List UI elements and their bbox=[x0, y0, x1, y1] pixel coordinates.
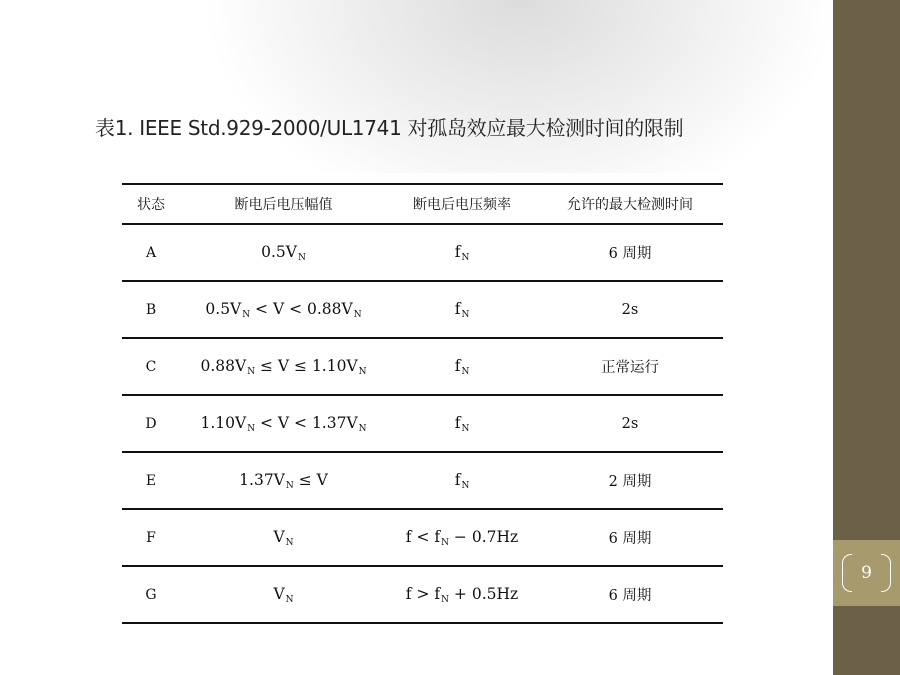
cell-voltage bbox=[180, 281, 387, 338]
table-header-row bbox=[122, 184, 723, 224]
cell-state: F bbox=[122, 509, 180, 566]
frequency-subscript: N bbox=[461, 480, 470, 491]
page-number: 9 bbox=[861, 563, 872, 583]
voltage-text: 0.5V bbox=[205, 299, 242, 318]
frequency-text: f < f bbox=[405, 527, 441, 546]
table-panel bbox=[114, 173, 733, 630]
voltage-subscript: N bbox=[247, 366, 256, 377]
voltage-text-tail: < V < 0.88V bbox=[250, 299, 353, 318]
cell-voltage bbox=[180, 395, 387, 452]
cell-max-time: 6 周期 bbox=[537, 566, 723, 623]
voltage-subscript-tail: N bbox=[358, 423, 367, 434]
cell-frequency bbox=[387, 509, 537, 566]
cell-frequency bbox=[387, 338, 537, 395]
voltage-text: V bbox=[273, 584, 285, 603]
frequency-text: f bbox=[454, 470, 461, 489]
cell-frequency bbox=[387, 566, 537, 623]
cell-max-time: 6 周期 bbox=[537, 509, 723, 566]
voltage-subscript-tail: N bbox=[358, 366, 367, 377]
cell-voltage bbox=[180, 566, 387, 623]
frequency-subscript: N bbox=[461, 423, 470, 434]
voltage-text-tail: ≤ V ≤ 1.10V bbox=[255, 356, 358, 375]
cell-frequency bbox=[387, 224, 537, 281]
cell-max-time: 2 周期 bbox=[537, 452, 723, 509]
header-max-time: 允许的最大检测时间 bbox=[537, 184, 723, 224]
bracket-frame-icon bbox=[842, 554, 891, 592]
frequency-text: f bbox=[454, 242, 461, 261]
table-row bbox=[122, 452, 723, 509]
voltage-subscript: N bbox=[285, 480, 294, 491]
cell-max-time: 2s bbox=[537, 395, 723, 452]
voltage-text: 1.10V bbox=[200, 413, 247, 432]
cell-state: B bbox=[122, 281, 180, 338]
cell-voltage bbox=[180, 509, 387, 566]
cell-max-time: 6 周期 bbox=[537, 224, 723, 281]
cell-max-time: 正常运行 bbox=[537, 338, 723, 395]
page-number-badge bbox=[833, 540, 900, 606]
cell-frequency bbox=[387, 395, 537, 452]
cell-voltage bbox=[180, 224, 387, 281]
frequency-text: f bbox=[454, 299, 461, 318]
cell-state: C bbox=[122, 338, 180, 395]
voltage-text: 0.88V bbox=[200, 356, 247, 375]
cell-max-time: 2s bbox=[537, 281, 723, 338]
frequency-text-tail: − 0.7Hz bbox=[449, 527, 519, 546]
cell-state: D bbox=[122, 395, 180, 452]
cell-state: E bbox=[122, 452, 180, 509]
header-state: 状态 bbox=[122, 184, 180, 224]
voltage-subscript: N bbox=[297, 252, 306, 263]
header-frequency: 断电后电压频率 bbox=[387, 184, 537, 224]
voltage-text-tail: ≤ V bbox=[293, 470, 328, 489]
voltage-subscript: N bbox=[285, 537, 294, 548]
frequency-subscript: N bbox=[461, 252, 470, 263]
frequency-subscript: N bbox=[461, 309, 470, 320]
voltage-text: 0.5V bbox=[261, 242, 297, 261]
table-row bbox=[122, 338, 723, 395]
voltage-text: V bbox=[273, 527, 285, 546]
frequency-subscript: N bbox=[441, 594, 449, 605]
table-row bbox=[122, 395, 723, 452]
frequency-text: f bbox=[454, 413, 461, 432]
frequency-text-tail: + 0.5Hz bbox=[449, 584, 519, 603]
cell-voltage bbox=[180, 452, 387, 509]
cell-voltage bbox=[180, 338, 387, 395]
cell-state: G bbox=[122, 566, 180, 623]
table-row bbox=[122, 224, 723, 281]
frequency-subscript: N bbox=[441, 537, 449, 548]
frequency-text: f bbox=[454, 356, 461, 375]
cell-state: A bbox=[122, 224, 180, 281]
voltage-text: 1.37V bbox=[239, 470, 285, 489]
cell-frequency bbox=[387, 281, 537, 338]
voltage-text-tail: < V < 1.37V bbox=[255, 413, 358, 432]
header-voltage: 断电后电压幅值 bbox=[180, 184, 387, 224]
detection-limit-table bbox=[122, 183, 723, 624]
table-row bbox=[122, 509, 723, 566]
table-row bbox=[122, 281, 723, 338]
voltage-subscript: N bbox=[242, 309, 251, 320]
voltage-subscript-tail: N bbox=[353, 309, 362, 320]
voltage-subscript: N bbox=[247, 423, 256, 434]
voltage-subscript: N bbox=[285, 594, 294, 605]
frequency-subscript: N bbox=[461, 366, 470, 377]
cell-frequency bbox=[387, 452, 537, 509]
slide-title: 表1. IEEE Std.929-2000/UL1741 对孤岛效应最大检测时间的限制 bbox=[95, 116, 684, 140]
table-row bbox=[122, 566, 723, 623]
frequency-text: f > f bbox=[405, 584, 441, 603]
